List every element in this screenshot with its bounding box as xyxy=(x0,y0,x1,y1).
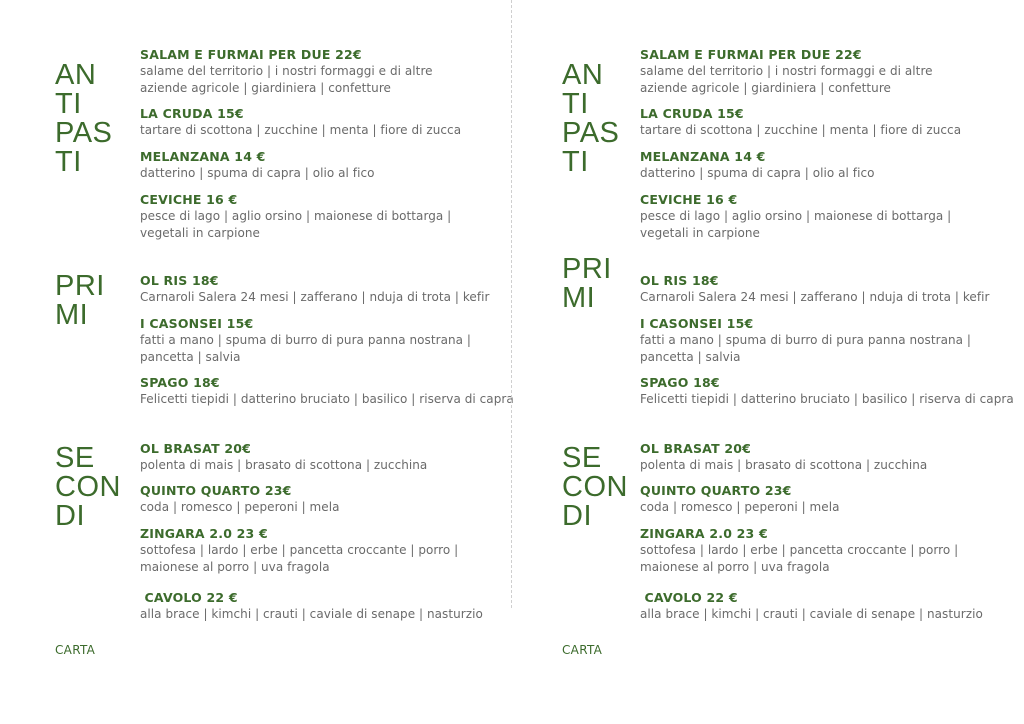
item-description xyxy=(140,63,505,96)
item-name: OL BRASAT 20€ xyxy=(640,441,752,456)
category-primi xyxy=(55,272,105,330)
category-antipasti-part: PAS xyxy=(55,117,113,149)
item-description-line: Carnaroli Salera 24 mesi | zafferano | nduja di trota | kefir xyxy=(140,290,490,304)
item-description xyxy=(640,391,1014,408)
item-description xyxy=(640,457,1005,474)
item-name: CEVICHE 16 € xyxy=(140,192,238,207)
menu-item xyxy=(140,441,505,474)
item-name: MELANZANA 14 € xyxy=(640,149,766,164)
item-description-line: aziende agricole | giardiniera | confetture xyxy=(640,80,891,95)
item-description-line: pancetta | salvia xyxy=(140,349,241,364)
item-description xyxy=(640,542,1005,575)
item-name: LA CRUDA 15€ xyxy=(640,106,744,121)
item-description-line: fatti a mano | spuma di burro di pura panna nostrana | xyxy=(640,333,971,347)
item-name: QUINTO QUARTO 23€ xyxy=(140,483,292,498)
item-name: OL BRASAT 20€ xyxy=(140,441,252,456)
category-primi-part: MI xyxy=(562,282,596,314)
item-description-line: pesce di lago | aglio orsino | maionese di bottarga | xyxy=(140,209,452,223)
item-description xyxy=(140,606,505,623)
menu-item xyxy=(640,192,1005,241)
item-name: SPAGO 18€ xyxy=(140,375,220,390)
menu-item xyxy=(640,316,1005,365)
item-description-line: pancetta | salvia xyxy=(640,349,741,364)
item-description-line: datterino | spuma di capra | olio al fico xyxy=(640,166,875,180)
item-description-line: vegetali in carpione xyxy=(640,225,760,240)
menu-item xyxy=(140,375,514,408)
item-description-line: maionese al porro | uva fragola xyxy=(140,559,330,574)
footer-label: CARTA xyxy=(55,643,96,657)
menu-item xyxy=(140,192,505,241)
item-description xyxy=(640,208,1005,241)
category-antipasti-part: TI xyxy=(55,88,82,120)
item-description-line: sottofesa | lardo | erbe | pancetta croccante | porro | xyxy=(640,543,959,557)
item-description-line: vegetali in carpione xyxy=(140,225,260,240)
item-description-line: datterino | spuma di capra | olio al fico xyxy=(140,166,375,180)
item-name: SALAM E FURMAI PER DUE 22€ xyxy=(140,47,362,62)
menu-item xyxy=(640,273,1005,306)
item-description xyxy=(640,165,1005,182)
category-antipasti-part: TI xyxy=(562,146,589,178)
category-antipasti-part: AN xyxy=(562,59,604,91)
item-description xyxy=(640,122,1005,139)
category-primi-part: MI xyxy=(55,299,89,331)
item-name: CAVOLO 22 € xyxy=(640,590,738,605)
item-description-line: alla brace | kimchi | crauti | caviale di senape | nasturzio xyxy=(640,607,983,621)
item-description xyxy=(140,289,505,306)
category-secondi-part: CON xyxy=(55,471,121,503)
item-name: ZINGARA 2.0 23 € xyxy=(640,526,768,541)
item-name: OL RIS 18€ xyxy=(640,273,719,288)
menu-item xyxy=(140,526,505,575)
item-name: CAVOLO 22 € xyxy=(140,590,238,605)
item-name: ZINGARA 2.0 23 € xyxy=(140,526,268,541)
menu-item xyxy=(140,47,505,96)
footer-label: CARTA xyxy=(562,643,603,657)
item-description xyxy=(140,332,505,365)
item-description xyxy=(140,391,514,408)
menu-item xyxy=(140,106,505,139)
item-description xyxy=(640,289,1005,306)
item-description-line: salame del territorio | i nostri formaggi e di altre xyxy=(140,64,433,78)
menu-item xyxy=(640,106,1005,139)
item-name: MELANZANA 14 € xyxy=(140,149,266,164)
item-description-line: Carnaroli Salera 24 mesi | zafferano | nduja di trota | kefir xyxy=(640,290,990,304)
menu-item xyxy=(640,149,1005,182)
menu-item xyxy=(640,47,1005,96)
item-description-line: alla brace | kimchi | crauti | caviale di senape | nasturzio xyxy=(140,607,483,621)
menu-item xyxy=(640,441,1005,474)
item-description xyxy=(640,63,1005,96)
menu-item xyxy=(140,273,505,306)
category-secondi-part: SE xyxy=(562,442,602,474)
category-antipasti xyxy=(562,61,619,177)
category-primi-part: PRI xyxy=(562,253,612,285)
item-description-line: tartare di scottona | zucchine | menta | fiore di zucca xyxy=(640,123,962,137)
item-description-line: coda | romesco | peperoni | mela xyxy=(640,500,840,514)
item-description xyxy=(140,542,505,575)
menu-item xyxy=(640,590,1005,623)
item-description-line: salame del territorio | i nostri formaggi e di altre xyxy=(640,64,933,78)
item-name: I CASONSEI 15€ xyxy=(640,316,754,331)
item-description-line: coda | romesco | peperoni | mela xyxy=(140,500,340,514)
item-description-line: fatti a mano | spuma di burro di pura panna nostrana | xyxy=(140,333,471,347)
item-description xyxy=(640,499,1005,516)
category-secondi-part: DI xyxy=(55,500,85,532)
category-secondi-part: CON xyxy=(562,471,628,503)
item-description-line: polenta di mais | brasato di scottona | zucchina xyxy=(140,458,428,472)
item-name: OL RIS 18€ xyxy=(140,273,219,288)
menu-item xyxy=(140,483,505,516)
item-description-line: aziende agricole | giardiniera | confetture xyxy=(140,80,391,95)
menu-item xyxy=(640,483,1005,516)
category-secondi-part: DI xyxy=(562,500,592,532)
item-description-line: Felicetti tiepidi | datterino bruciato | basilico | riserva di capra xyxy=(640,392,1014,406)
item-description xyxy=(140,165,505,182)
category-antipasti-part: PAS xyxy=(562,117,620,149)
category-secondi xyxy=(55,444,121,531)
item-name: LA CRUDA 15€ xyxy=(140,106,244,121)
menu-item xyxy=(640,526,1005,575)
item-description xyxy=(140,457,505,474)
menu-page-right xyxy=(507,0,1019,724)
item-description xyxy=(140,208,505,241)
category-secondi-part: SE xyxy=(55,442,95,474)
item-description xyxy=(640,606,1005,623)
item-description xyxy=(640,332,1005,365)
category-primi xyxy=(562,255,612,313)
item-description xyxy=(140,499,505,516)
category-antipasti-part: TI xyxy=(55,146,82,178)
category-antipasti-part: AN xyxy=(55,59,97,91)
menu-item xyxy=(140,590,505,623)
item-name: QUINTO QUARTO 23€ xyxy=(640,483,792,498)
item-description-line: tartare di scottona | zucchine | menta | fiore di zucca xyxy=(140,123,462,137)
item-name: SPAGO 18€ xyxy=(640,375,720,390)
menu-item xyxy=(140,316,505,365)
category-antipasti xyxy=(55,61,112,177)
item-description xyxy=(140,122,505,139)
category-secondi xyxy=(562,444,628,531)
item-description-line: pesce di lago | aglio orsino | maionese di bottarga | xyxy=(640,209,952,223)
category-antipasti-part: TI xyxy=(562,88,589,120)
menu-item xyxy=(140,149,505,182)
category-primi-part: PRI xyxy=(55,270,105,302)
item-name: CEVICHE 16 € xyxy=(640,192,738,207)
item-description-line: sottofesa | lardo | erbe | pancetta croccante | porro | xyxy=(140,543,459,557)
item-name: I CASONSEI 15€ xyxy=(140,316,254,331)
item-description-line: polenta di mais | brasato di scottona | zucchina xyxy=(640,458,928,472)
menu-item xyxy=(640,375,1014,408)
item-description-line: Felicetti tiepidi | datterino bruciato | basilico | riserva di capra xyxy=(140,392,514,406)
item-name: SALAM E FURMAI PER DUE 22€ xyxy=(640,47,862,62)
item-description-line: maionese al porro | uva fragola xyxy=(640,559,830,574)
